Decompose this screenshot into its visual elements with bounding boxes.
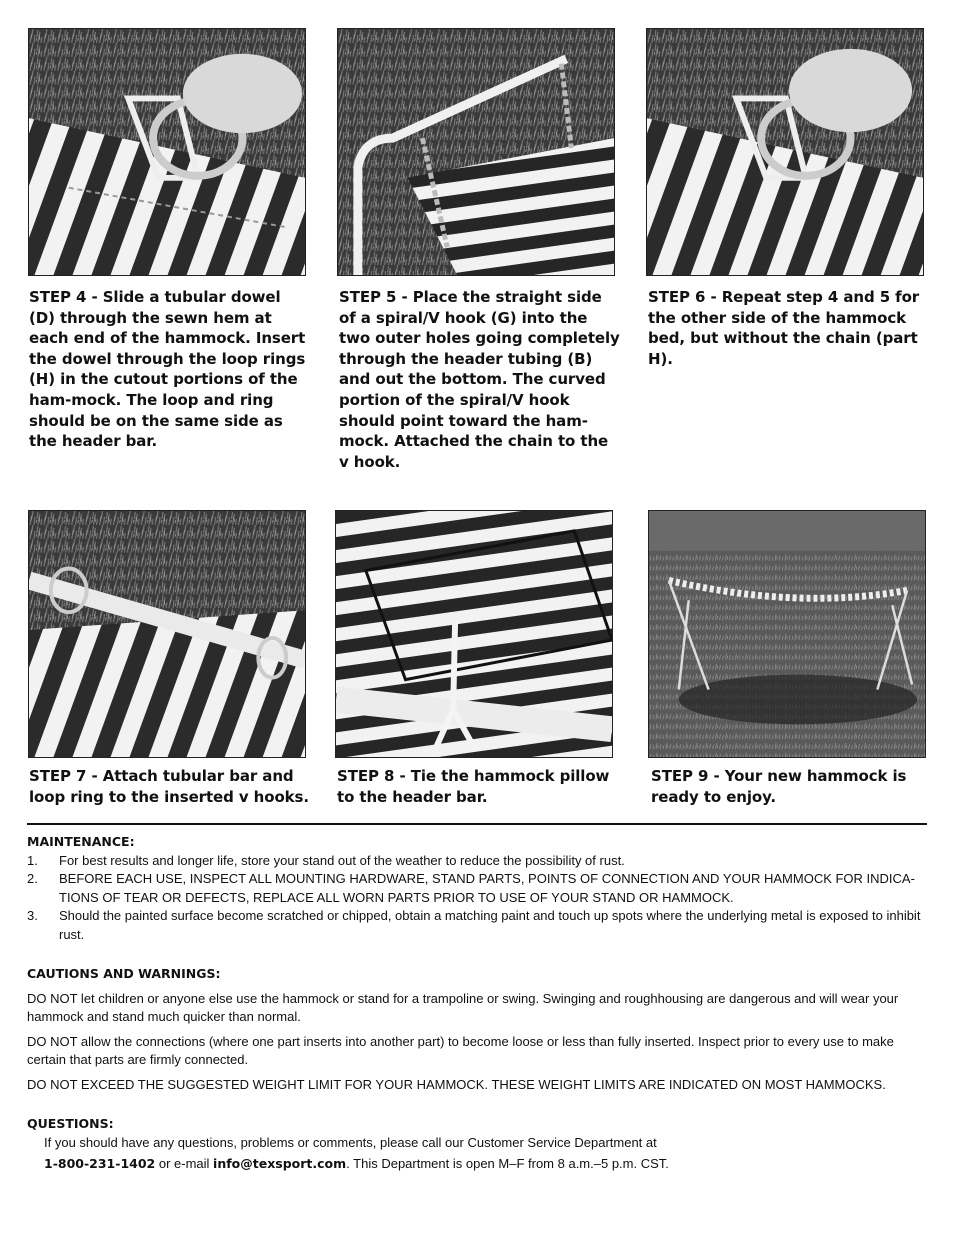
maintenance-heading: MAINTENANCE: <box>27 834 135 849</box>
step-5-text: STEP 5 - Place the straight side of a spiral/V hook (G) into the two outer holes going completely through the header tubing (B) and out the bottom. The curved portion of the spiral/V hook should point toward the ham-mock. Attached the chain to the v hook. <box>339 288 620 471</box>
step-9-photo <box>648 510 926 758</box>
questions-body <box>27 1134 927 1174</box>
step-4-photo <box>28 28 306 276</box>
list-item: 1. For best results and longer life, store your stand out of the weather to reduce the possibility of rust. <box>27 852 625 868</box>
step-6-text: STEP 6 - Repeat step 4 and 5 for the other side of the hammock bed, but without the chain (part H). <box>648 288 920 368</box>
questions-section <box>27 1115 927 1174</box>
contact-line: 1-800-231-1402 or e-mail info@texsport.com. This Department is open M–F from 8 a.m.–5 p.m. CST. <box>44 1156 669 1171</box>
maintenance-section <box>27 833 927 944</box>
step-6-photo <box>646 28 924 276</box>
step-9-text: STEP 9 - Your new hammock is ready to enjoy. <box>651 767 907 806</box>
cautions-heading: CAUTIONS AND WARNINGS: <box>27 966 221 981</box>
section-divider <box>27 823 927 825</box>
step-7-photo <box>28 510 306 758</box>
phone-number[interactable]: 1-800-231-1402 <box>44 1156 156 1171</box>
questions-line: If you should have any questions, problems or comments, please call our Customer Service Department at <box>44 1134 657 1150</box>
step-4-text: STEP 4 - Slide a tubular dowel (D) through the sewn hem at each end of the hammock. Insert the dowel through the loop rings (H) in the cutout portions of the ham-mock. The loop and ring should be on the same side as the header bar. <box>29 288 306 451</box>
email-link[interactable]: info@texsport.com <box>213 1156 347 1171</box>
caution-paragraph: DO NOT let children or anyone else use the hammock or stand for a trampoline or swing. Swinging and roughhousing are dangerous and will wear your hammock and stand much quicker than normal. <box>27 990 899 1024</box>
questions-heading: QUESTIONS: <box>27 1116 114 1131</box>
maintenance-list <box>27 852 927 945</box>
cautions-section <box>27 965 927 1094</box>
step-7-text: STEP 7 - Attach tubular bar and loop ring to the inserted v hooks. <box>29 767 309 806</box>
list-item: 3. Should the painted surface become scratched or chipped, obtain a matching paint and touch up spots where the underlying metal is exposed to inhibit rust. <box>27 908 921 942</box>
caution-paragraph: DO NOT allow the connections (where one part inserts into another part) to become loose or less than fully inserted. Inspect prior to every use to make certain that parts are firmly connected. <box>27 1033 894 1067</box>
caution-paragraph: DO NOT EXCEED THE SUGGESTED WEIGHT LIMIT FOR YOUR HAMMOCK. THESE WEIGHT LIMITS ARE INDICATED ON MOST HAMMOCKS. <box>27 1076 886 1092</box>
list-item: 2. BEFORE EACH USE, INSPECT ALL MOUNTING HARDWARE, STAND PARTS, POINTS OF CONNECTION AND YOUR HAMMOCK FOR INDICA-TIONS OF TEAR OR DEFECTS, REPLACE ALL WORN PARTS PRIOR TO USE OF YOUR STAND OR HAMMOCK. <box>27 871 915 905</box>
step-8-photo <box>335 510 613 758</box>
step-5-photo <box>337 28 615 276</box>
step-8-text: STEP 8 - Tie the hammock pillow to the header bar. <box>337 767 610 806</box>
